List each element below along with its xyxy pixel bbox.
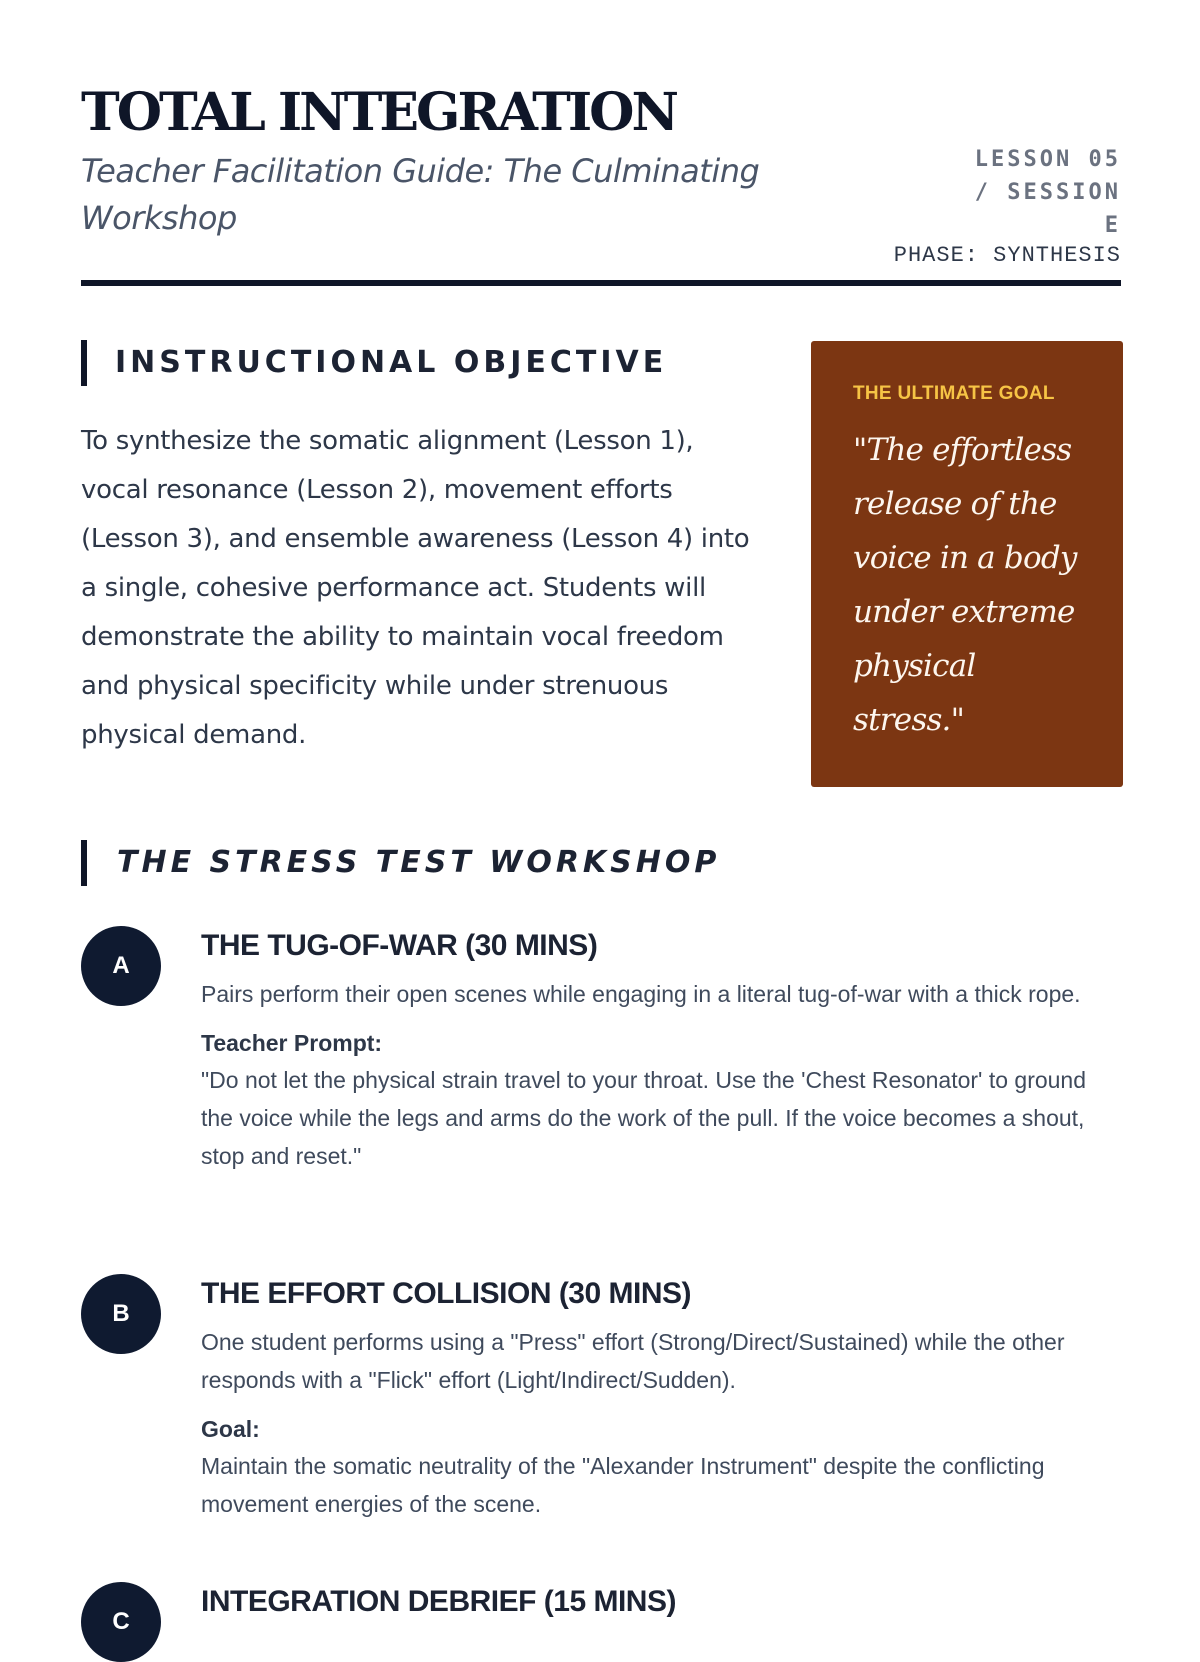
page-subtitle: Teacher Facilitation Guide: The Culminating Workshop [81,152,760,237]
activity-badge: A [81,926,161,1006]
activity-title: THE EFFORT COLLISION (30 MINS) [201,1277,692,1310]
ultimate-goal-quote: "The effortless release of the voice in a body under extreme physical stress." [853,432,1077,738]
teacher-prompt-label: Teacher Prompt: [201,1030,383,1056]
objective-text: To synthesize the somatic alignment (Lesson 1), vocal resonance (Lesson 2), movement efforts (Lesson 3), and ensemble awareness (Lesson 4) into a single, cohesive performance act. Students will demonstrate the ability to maintain vocal freedom and physical specificity while under strenuous physical demand. [81,426,750,750]
activity-body [201,926,1121,1175]
workshop-heading: THE STRESS TEST WORKSHOP [81,840,720,886]
goal-label: Goal: [201,1416,260,1442]
activity-title: INTEGRATION DEBRIEF (15 MINS) [201,1585,676,1618]
activity-body [201,1274,1121,1523]
activity-badge: B [81,1274,161,1354]
activity-badge: C [81,1582,161,1662]
objective-heading: INSTRUCTIONAL OBJECTIVE [81,340,667,386]
goal-text: Maintain the somatic neutrality of the "Alexander Instrument" despite the conflicting movement energies of the scene. [201,1453,1045,1517]
lesson-meta [894,143,1121,270]
facilitation-guide-page [81,0,1121,1635]
activity-description: Pairs perform their open scenes while engaging in a literal tug-of-war with a thick rope. [201,981,1081,1007]
page-title: TOTAL INTEGRATION [81,82,677,143]
activity-body [201,1582,1121,1622]
ultimate-goal-callout [811,341,1123,787]
lesson-id: LESSON 05 / SESSION E [974,147,1121,238]
header-divider [81,280,1121,286]
page-header [81,0,1121,290]
activity-title: THE TUG-OF-WAR (30 MINS) [201,929,598,962]
lesson-phase: PHASE: SYNTHESIS [893,243,1121,268]
ultimate-goal-label: THE ULTIMATE GOAL [853,383,1055,404]
activity-description: One student performs using a "Press" effort (Strong/Direct/Sustained) while the other responds with a "Flick" effort (Light/Indirect/Sudden). [201,1329,1065,1393]
teacher-prompt-text: "Do not let the physical strain travel to your throat. Use the 'Chest Resonator' to ground the voice while the legs and arms do the work of the pull. If the voice becomes a shout, stop and reset." [201,1067,1087,1169]
